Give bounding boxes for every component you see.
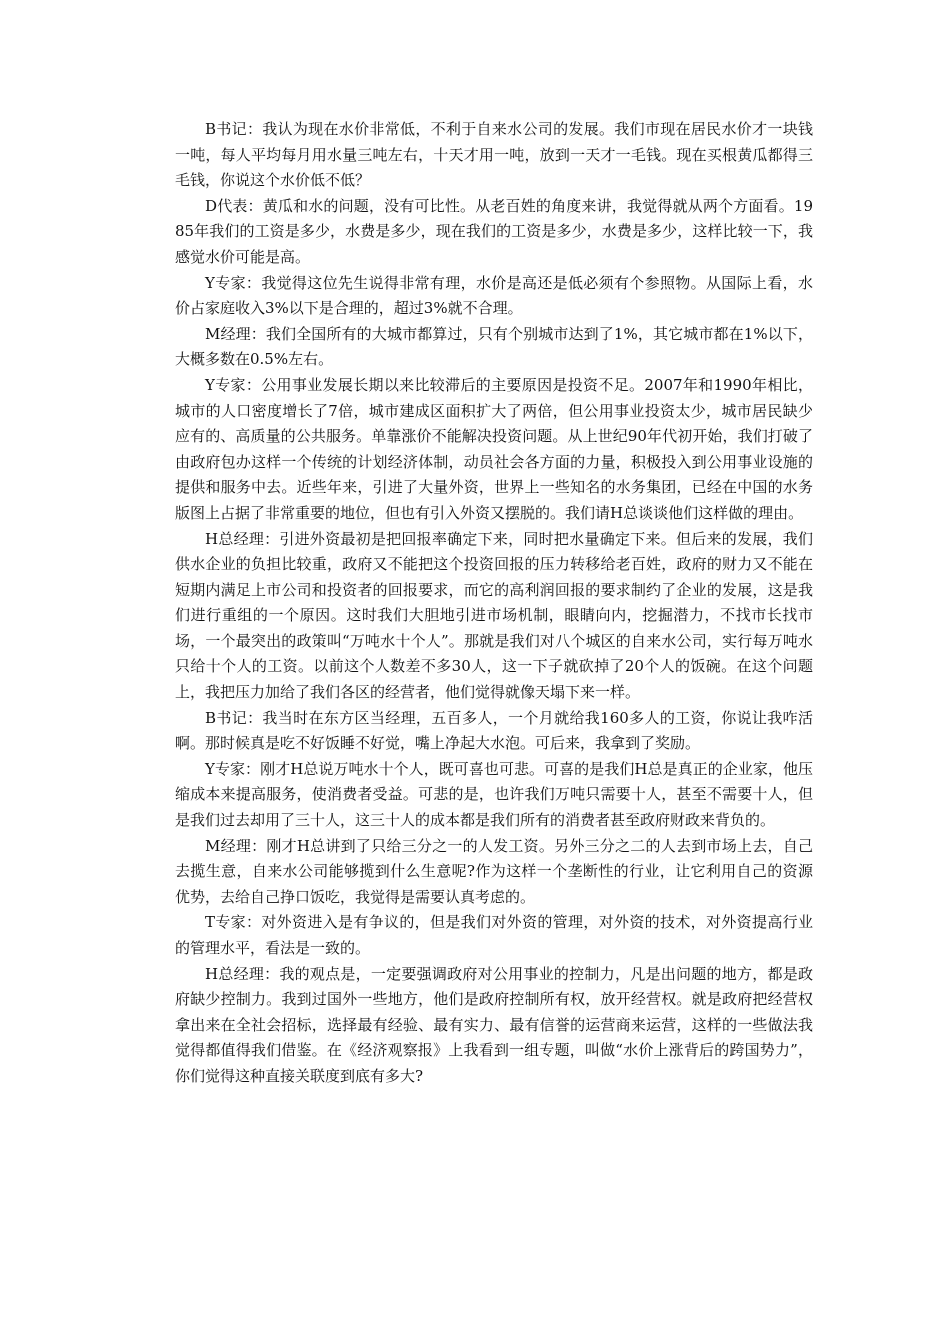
paragraph-y-expert-3: Y专家：刚才H总说万吨水十个人，既可喜也可悲。可喜的是我们H总是真正的企业家，他压缩成本来提高服务，使消费者受益。可悲的是，也许我们万吨只需要十人，甚至不需要十人，但是我们过去却用了三十人，这三十人的成本都是我们所有的消费者甚至政府财政来背负的。 xyxy=(175,759,813,830)
document-body xyxy=(175,117,813,1090)
paragraph-b-secretary-1: B书记：我认为现在水价非常低，不利于自来水公司的发展。我们市现在居民水价才一块钱一吨，每人平均每月用水量三吨左右，十天才用一吨，放到一天才一毛钱。现在买根黄瓜都得三毛钱，你说这个水价低不低？ xyxy=(175,120,813,190)
paragraph-m-manager-2: M经理：刚才H总讲到了只给三分之一的人发工资。另外三分之二的人去到市场上去，自己去揽生意，自来水公司能够揽到什么生意呢?作为这样一个垄断性的行业，让它利用自己的资源优势，去给自己挣口饭吃，我觉得是需要认真考虑的。 xyxy=(175,836,813,906)
paragraph-y-expert-1: Y专家：我觉得这位先生说得非常有理，水价是高还是低必须有个参照物。从国际上看，水价占家庭收入3%以下是合理的，超过3%就不合理。 xyxy=(175,273,813,318)
paragraph-m-manager-1: M经理：我们全国所有的大城市都算过，只有个别城市达到了1%，其它城市都在1%以下，大概多数在0.5%左右。 xyxy=(175,324,813,369)
paragraph-y-expert-2: Y专家：公用事业发展长期以来比较滞后的主要原因是投资不足。2007年和1990年相比，城市的人口密度增长了7倍，城市建成区面积扩大了两倍，但公用事业投资太少，城市居民缺少应有的、高质量的公共服务。单靠涨价不能解决投资问题。从上世纪90年代初开始，我们打破了由政府包办这样一个传统的计划经济体制，动员社会各方面的力量，积极投入到公用事业设施的提供和服务中去。近些年来，引进了大量外资，世界上一些知名的水务集团，已经在中国的水务版图上占据了非常重要的地位，但也有引入外资又摆脱的。我们请H总谈谈他们这样做的理由。 xyxy=(175,375,813,522)
paragraph-b-secretary-2: B书记：我当时在东方区当经理，五百多人，一个月就给我160多人的工资，你说让我咋活啊。那时候真是吃不好饭睡不好觉，嘴上净起大水泡。可后来，我拿到了奖励。 xyxy=(175,708,813,753)
paragraph-t-expert: T专家：对外资进入是有争议的，但是我们对外资的管理，对外资的技术，对外资提高行业的管理水平，看法是一致的。 xyxy=(175,913,813,957)
paragraph-h-general-manager-2: H总经理：我的观点是，一定要强调政府对公用事业的控制力，凡是出问题的地方，都是政府缺少控制力。我到过国外一些地方，他们是政府控制所有权，放开经营权。就是政府把经营权拿出来在全社会招标，选择最有经验、最有实力、最有信誉的运营商来运营，这样的一些做法我觉得都值得我们借鉴。在《经济观察报》上我看到一组专题，叫做“水价上涨背后的跨国势力”，你们觉得这种直接关联度到底有多大? xyxy=(175,964,813,1085)
paragraph-d-representative: D代表：黄瓜和水的问题，没有可比性。从老百姓的角度来讲，我觉得就从两个方面看。1985年我们的工资是多少，水费是多少，现在我们的工资是多少，水费是多少，这样比较一下，我感觉水价可能是高。 xyxy=(175,196,813,266)
paragraph-h-general-manager-1: H总经理：引进外资最初是把回报率确定下来，同时把水量确定下来。但后来的发展，我们供水企业的负担比较重，政府又不能把这个投资回报的压力转移给老百姓，政府的财力又不能在短期内满足上市公司和投资者的回报要求，而它的高利润回报的要求制约了企业的发展，这是我们进行重组的一个原因。这时我们大胆地引进市场机制，眼睛向内，挖掘潜力，不找市长找市场，一个最突出的政策叫“万吨水十个人”。那就是我们对八个城区的自来水公司，实行每万吨水只给十个人的工资。以前这个人数差不多30人，这一下子就砍掉了20个人的饭碗。在这个问题上，我把压力加给了我们各区的经营者，他们觉得就像天塌下来一样。 xyxy=(175,529,813,702)
